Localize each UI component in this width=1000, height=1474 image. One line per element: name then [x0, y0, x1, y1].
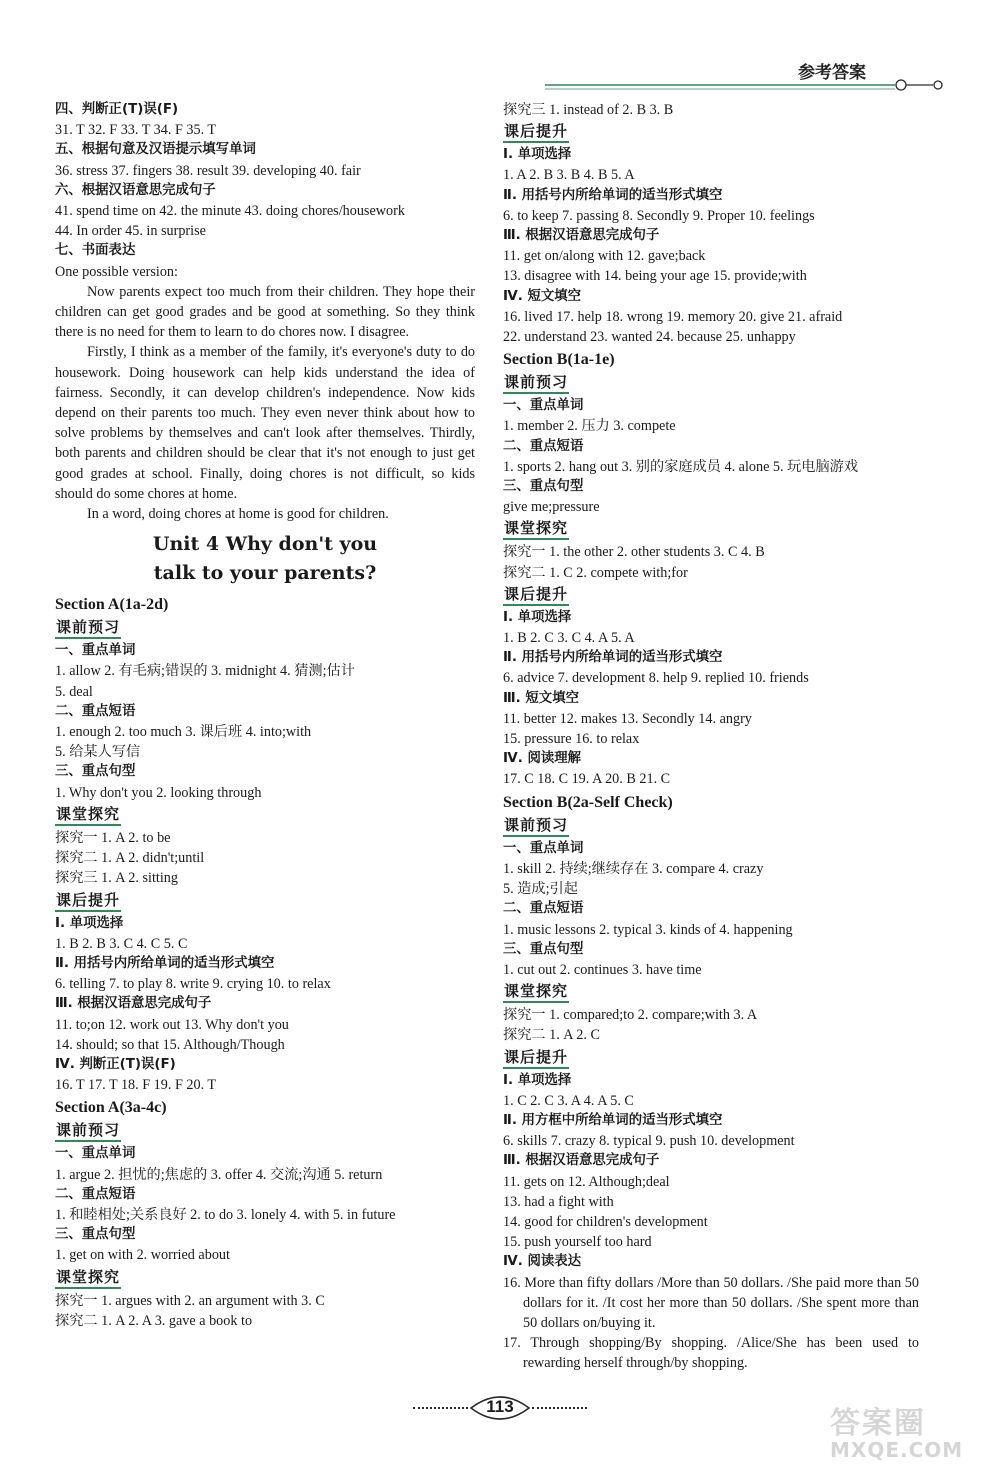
- answer-line: 探究二 1. C 2. compete with;for: [503, 564, 688, 581]
- answer-line: 36. stress 37. fingers 38. result 39. developing 40. fair: [55, 162, 361, 179]
- answer-line: 探究一 1. the other 2. other students 3. C 4. B: [503, 544, 765, 561]
- answer-line: 探究二 1. A 2. didn't;until: [55, 850, 205, 867]
- subheading: Ⅳ. 短文填空: [503, 288, 582, 304]
- answer-line: 1. enough 2. too much 3. 课后班 4. into;with: [55, 724, 312, 741]
- answer-line: 6. telling 7. to play 8. write 9. crying 10. to relax: [55, 976, 331, 993]
- answer-line: 探究三 1. A 2. sitting: [55, 870, 178, 887]
- page-number: [405, 1392, 595, 1424]
- answer-line: 1. C 2. C 3. A 4. A 5. C: [503, 1092, 634, 1109]
- unit-title-line-1: Unit 4 Why don't you: [152, 533, 378, 556]
- essay-paragraph: In a word, doing chores at home is good for children.: [87, 506, 389, 523]
- watermark-logo: [830, 1398, 990, 1468]
- answer-line: 探究一 1. argues with 2. an argument with 3. C: [55, 1292, 325, 1309]
- subheading: 三、重点句型: [55, 764, 136, 780]
- unit-title-line-2: talk to your parents?: [153, 562, 377, 585]
- answer-line: 1. argue 2. 担忧的;焦虑的 3. offer 4. 交流;沟通 5. return: [55, 1166, 383, 1183]
- answer-line: 5. deal: [55, 683, 93, 700]
- label-box-row: [55, 1266, 475, 1291]
- subheading: Ⅰ. 单项选择: [503, 1072, 572, 1088]
- subheading: Ⅱ. 用括号内所给单词的适当形式填空: [55, 955, 275, 971]
- subheading: Ⅳ. 阅读表达: [503, 1254, 582, 1270]
- label-box: 课堂探究: [503, 518, 569, 540]
- answer-line: 16. T 17. T 18. F 19. F 20. T: [55, 1077, 217, 1094]
- subheading: 二、重点短语: [55, 703, 136, 719]
- subheading: Ⅱ. 用括号内所给单词的适当形式填空: [503, 187, 723, 203]
- answer-line: give me;pressure: [503, 499, 600, 516]
- answer-line: 探究一 1. A 2. to be: [55, 829, 171, 846]
- subheading: 三、重点句型: [55, 1227, 136, 1243]
- answer-line: 15. pressure 16. to relax: [503, 731, 640, 748]
- answer-line: 44. In order 45. in surprise: [55, 223, 206, 240]
- header-decoration: [545, 78, 945, 92]
- answer-line: 1. A 2. B 3. B 4. B 5. A: [503, 167, 635, 184]
- answer-line: 6. advice 7. development 8. help 9. replied 10. friends: [503, 670, 809, 687]
- label-box-row: [503, 371, 919, 396]
- label-box-row: [503, 814, 919, 839]
- essay-paragraph: Now parents expect too much from their children. They hope their children can get good grades and be good at something. So they think there is no need for them to learn to do chores now. I disagree.: [55, 283, 475, 341]
- subheading: Ⅰ. 单项选择: [55, 915, 124, 931]
- subheading: 三、重点句型: [503, 479, 584, 495]
- answer-line: 11. gets on 12. Although;deal: [503, 1173, 670, 1190]
- section-heading: Section B(1a-1e): [503, 351, 615, 369]
- answer-line: 1. skill 2. 持续;继续存在 3. compare 4. crazy: [503, 860, 764, 877]
- label-box: 课堂探究: [55, 804, 121, 826]
- subheading: 七、书面表达: [55, 243, 136, 259]
- label-box-row: [55, 803, 475, 828]
- subheading: Ⅱ. 用方框中所给单词的适当形式填空: [503, 1112, 723, 1128]
- subheading: 二、重点短语: [55, 1186, 136, 1202]
- label-box: 课前预习: [503, 815, 569, 837]
- subheading: Ⅲ. 根据汉语意思完成句子: [503, 228, 660, 244]
- answer-line: 探究二 1. A 2. A 3. gave a book to: [55, 1312, 253, 1329]
- answer-line: 5. 造成;引起: [503, 881, 578, 898]
- answer-line: 探究一 1. compared;to 2. compare;with 3. A: [503, 1007, 758, 1024]
- label-box-row: [55, 889, 475, 914]
- label-box: 课前预习: [55, 617, 121, 639]
- answer-line: 31. T 32. F 33. T 34. F 35. T: [55, 122, 217, 139]
- answer-line: 6. to keep 7. passing 8. Secondly 9. Proper 10. feelings: [503, 207, 815, 224]
- answer-line: 1. get on with 2. worried about: [55, 1247, 230, 1264]
- subheading: 五、根据句意及汉语提示填写单词: [55, 142, 256, 158]
- subheading: Ⅱ. 用括号内所给单词的适当形式填空: [503, 650, 723, 666]
- answer-line: 1. B 2. B 3. C 4. C 5. C: [55, 935, 188, 952]
- essay-paragraph: Firstly, I think as a member of the family, it's everyone's duty to do housework. Doing housework can help kids understand the idea of fairness. Secondly, it can develop children's independence. Now kids depend on their parents too much. They even never think about how to solve problems by themselves and can't look after themselves. Thirdly, both parents and children should be clear that it's not enough to just get good grades at school. Finally, doing chores is not difficult, so kids should do some chores at home.: [55, 344, 475, 502]
- label-box-row: [503, 1046, 919, 1071]
- section-heading: Section A(1a-2d): [55, 596, 169, 614]
- answer-line: 探究二 1. A 2. C: [503, 1027, 600, 1044]
- left-bottom-answers: [55, 594, 475, 1331]
- subheading: 二、重点短语: [503, 901, 584, 917]
- subheading: Ⅲ. 根据汉语意思完成句子: [503, 1153, 660, 1169]
- right-answers: [503, 100, 919, 1374]
- label-box-row: [503, 120, 919, 145]
- page-number-text: 113: [486, 1397, 514, 1416]
- answer-line: 1. music lessons 2. typical 3. kinds of 4. happening: [503, 921, 793, 938]
- label-box: 课后提升: [55, 890, 121, 912]
- right-column: [503, 100, 919, 1374]
- answer-line: 13. disagree with 14. being your age 15. provide;with: [503, 268, 807, 285]
- subheading: Ⅲ. 根据汉语意思完成句子: [55, 996, 212, 1012]
- label-box: 课前预习: [55, 1120, 121, 1142]
- subheading: 六、根据汉语意思完成句子: [55, 182, 216, 198]
- label-box: 课堂探究: [55, 1267, 121, 1289]
- subheading: 四、判断正(T)误(F): [55, 102, 179, 117]
- subheading: 三、重点句型: [503, 941, 584, 957]
- subheading: Ⅲ. 短文填空: [503, 690, 579, 706]
- subheading: Ⅰ. 单项选择: [503, 147, 572, 163]
- label-box: 课后提升: [503, 584, 569, 606]
- dotted-rule-left: [413, 1407, 468, 1409]
- label-box: 课前预习: [503, 372, 569, 394]
- answer-line: One possible version:: [55, 263, 178, 280]
- label-box-row: [55, 616, 475, 641]
- unit-title: [55, 530, 475, 588]
- subheading: Ⅰ. 单项选择: [503, 609, 572, 625]
- answer-line: 41. spend time on 42. the minute 43. doing chores/housework: [55, 203, 405, 220]
- watermark-line-2: MXQE.COM: [830, 1438, 964, 1462]
- answer-line: 17. Through shopping/By shopping. /Alice/She has been used to rewarding herself through/by shopping.: [503, 1335, 919, 1372]
- label-box-row: [503, 517, 919, 542]
- answer-line: 1. cut out 2. continues 3. have time: [503, 961, 702, 978]
- answer-line: 11. get on/along with 12. gave;back: [503, 248, 706, 265]
- answer-line: 11. to;on 12. work out 13. Why don't you: [55, 1016, 289, 1033]
- section-heading: Section A(3a-4c): [55, 1099, 167, 1117]
- subheading: 一、重点单词: [503, 398, 584, 414]
- answer-line: 14. should; so that 15. Although/Though: [55, 1036, 285, 1053]
- subheading: 一、重点单词: [503, 840, 584, 856]
- subheading: 二、重点短语: [503, 438, 584, 454]
- answer-line: 探究三 1. instead of 2. B 3. B: [503, 102, 674, 118]
- answer-line: 15. push yourself too hard: [503, 1234, 652, 1251]
- answer-line: 1. allow 2. 有毛病;错误的 3. midnight 4. 猜测;估计: [55, 663, 355, 680]
- answer-line: 13. had a fight with: [503, 1193, 614, 1210]
- answer-line: 22. understand 23. wanted 24. because 25. unhappy: [503, 329, 796, 346]
- label-box-row: [503, 583, 919, 608]
- answer-line: 16. More than fifty dollars /More than 50 dollars. /She paid more than 50 dollars for it. /It cost her more than 50 dollars. /She spent more than 50 dollars on/buying it.: [503, 1274, 919, 1331]
- answer-line: 11. better 12. makes 13. Secondly 14. angry: [503, 710, 752, 727]
- subheading: Ⅳ. 判断正(T)误(F): [55, 1056, 176, 1072]
- label-box-row: [503, 980, 919, 1005]
- subheading: Ⅳ. 阅读理解: [503, 751, 582, 767]
- essay: [55, 282, 475, 524]
- left-top-answers: [55, 100, 475, 282]
- answer-line: 1. sports 2. hang out 3. 别的家庭成员 4. alone 5. 玩电脑游戏: [503, 458, 859, 475]
- subheading: 一、重点单词: [55, 643, 136, 659]
- section-heading: Section B(2a-Self Check): [503, 793, 673, 811]
- watermark-line-1: 答案圈: [830, 1406, 926, 1441]
- label-box: 课后提升: [503, 121, 569, 143]
- answer-line: 14. good for children's development: [503, 1213, 708, 1230]
- answer-line: 5. 给某人写信: [55, 744, 141, 761]
- answer-line: 1. Why don't you 2. looking through: [55, 784, 262, 801]
- answer-line: 1. B 2. C 3. C 4. A 5. A: [503, 630, 635, 647]
- label-box: 课堂探究: [503, 981, 569, 1003]
- answer-line: 16. lived 17. help 18. wrong 19. memory 20. give 21. afraid: [503, 308, 843, 325]
- answer-line: 17. C 18. C 19. A 20. B 21. C: [503, 771, 671, 788]
- answer-line: 6. skills 7. crazy 8. typical 9. push 10. development: [503, 1133, 795, 1150]
- answer-line: 1. 和睦相处;关系良好 2. to do 3. lonely 4. with 5. in future: [55, 1206, 396, 1223]
- label-box: 课后提升: [503, 1047, 569, 1069]
- answer-line: 1. member 2. 压力 3. compete: [503, 418, 676, 435]
- dotted-rule-right: [532, 1407, 587, 1409]
- left-column: [55, 100, 475, 1331]
- subheading: 一、重点单词: [55, 1146, 136, 1162]
- label-box-row: [55, 1119, 475, 1144]
- header-label: 参考答案: [798, 63, 866, 83]
